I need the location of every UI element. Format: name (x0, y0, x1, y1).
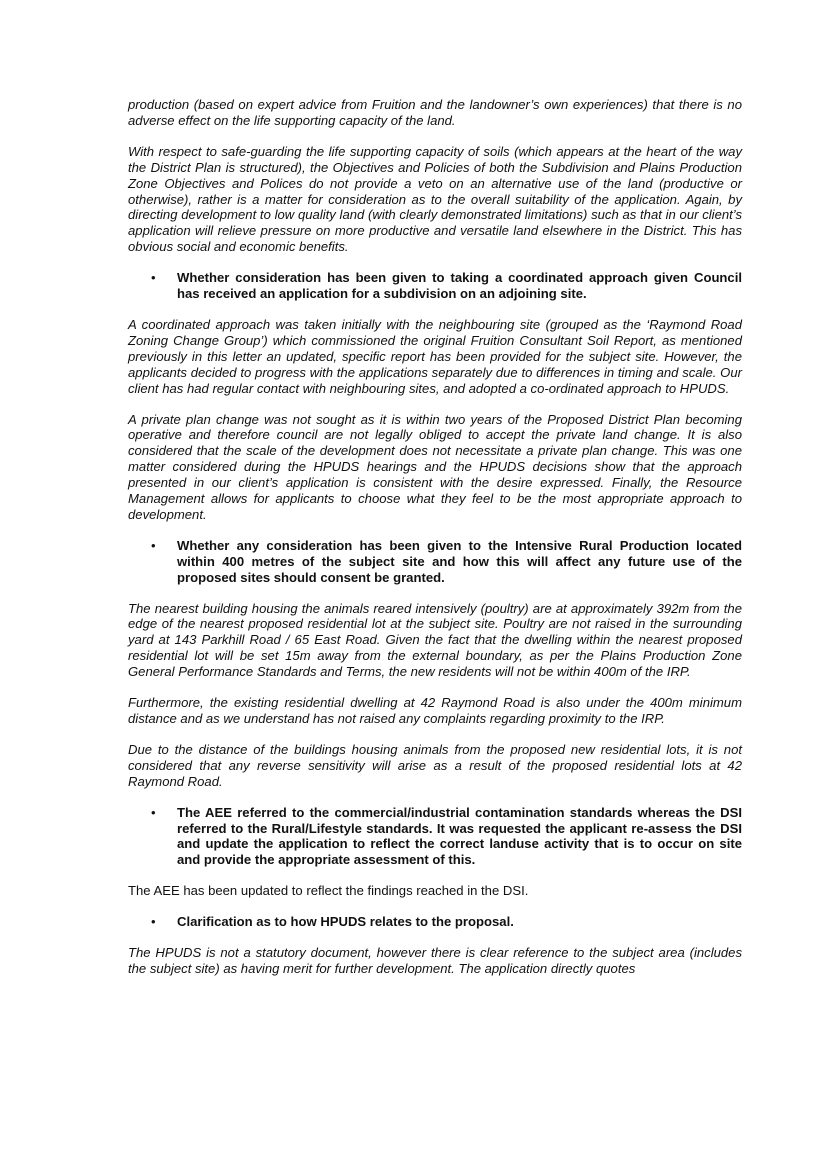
bullet-dot: • (151, 537, 156, 553)
paragraph-coordinated-response: A coordinated approach was taken initially with the neighbouring site (grouped as the ‘Raymond Road Zoning Change Group’) which commissioned the original Fruition Consultant Soil Report, as mentioned previously in this letter an updated, specific report has been provided for the subject site. However, the applicants decided to progress with the applications separately due to differences in timing and scale. Our client has had regular contact with neighbouring sites, and adopted a co-ordinated approach to HPUDS. (128, 316, 742, 396)
paragraph-soil-safeguarding: With respect to safe-guarding the life supporting capacity of soils (which appears at the heart of the way the District Plan is structured), the Objectives and Policies of both the Subdivision and Plains Production Zone Objectives and Polices do not provide a veto on an alternative use of the land (productive or otherwise), rather is a matter for consideration as to the overall suitability of the application. Again, by directing development to low quality land (with clearly demonstrated limitations) such as that in our client’s application will relieve pressure on more productive and versatile land elsewhere in the District. This has obvious social and economic benefits. (128, 143, 742, 255)
bullet-text: Whether any consideration has been given to the Intensive Rural Production located within 400 metres of the subject site and how this will affect any future use of the proposed sites should consent be granted. (177, 537, 742, 585)
bullet-dot: • (151, 804, 156, 820)
bullet-contamination-standards (128, 805, 742, 869)
paragraph-hpuds-statutory: The HPUDS is not a statutory document, however there is clear reference to the subject area (includes the subject site) as having merit for further development. The application directly quotes (128, 945, 742, 976)
paragraph-life-supporting-capacity: production (based on expert advice from Fruition and the landowner’s own experiences) that there is no adverse effect on the life supporting capacity of the land. (128, 97, 742, 128)
bullet-dot: • (151, 270, 156, 286)
document-page (128, 97, 742, 977)
paragraph-existing-dwelling: Furthermore, the existing residential dwelling at 42 Raymond Road is also under the 400m minimum distance and as we understand has not raised any complaints regarding proximity to the IRP. (128, 695, 742, 726)
paragraph-aee-updated: The AEE has been updated to reflect the findings reached in the DSI. (128, 883, 529, 899)
bullet-dot: • (151, 914, 156, 930)
bullet-text: Clarification as to how HPUDS relates to the proposal. (177, 914, 514, 930)
bullet-hpuds-clarification (128, 914, 742, 930)
paragraph-poultry-distance: The nearest building housing the animals reared intensively (poultry) are at approximately 392m from the edge of the nearest proposed residential lot at the subject site. Poultry are not raised in the surrounding yard at 143 Parkhill Road / 65 East Road. Given the fact that the dwelling within the nearest proposed residential lot will be set 15m away from the external boundary, as per the Plains Production Zone General Performance Standards and Terms, the new residents will not be within 400m of the IRP. (128, 600, 742, 680)
bullet-coordinated-approach (128, 270, 742, 302)
paragraph-reverse-sensitivity: Due to the distance of the buildings housing animals from the proposed new residential lots, it is not considered that any reverse sensitivity will arise as a result of the proposed residential lots at 42 Raymond Road. (128, 741, 742, 789)
bullet-text: Whether consideration has been given to taking a coordinated approach given Council has received an application for a subdivision on an adjoining site. (177, 270, 742, 302)
bullet-intensive-rural-production (128, 538, 742, 586)
bullet-text: The AEE referred to the commercial/industrial contamination standards whereas the DSI referred to the Rural/Lifestyle standards. It was requested the applicant re-assess the DSI and update the application to reflect the correct landuse activity that is to occur on site and provide the appropriate assessment of this. (177, 804, 742, 868)
paragraph-private-plan-change: A private plan change was not sought as it is within two years of the Proposed District Plan becoming operative and therefore council are not legally obliged to accept the private land change. It is also considered that the scale of the development does not necessitate a private plan change. This was one matter considered during the HPUDS hearings and the HPUDS decisions show that the approach presented in our client’s application is consistent with the desire expressed. Finally, the Resource Management allows for applicants to choose what they feel to be the most appropriate approach to development. (128, 411, 742, 522)
